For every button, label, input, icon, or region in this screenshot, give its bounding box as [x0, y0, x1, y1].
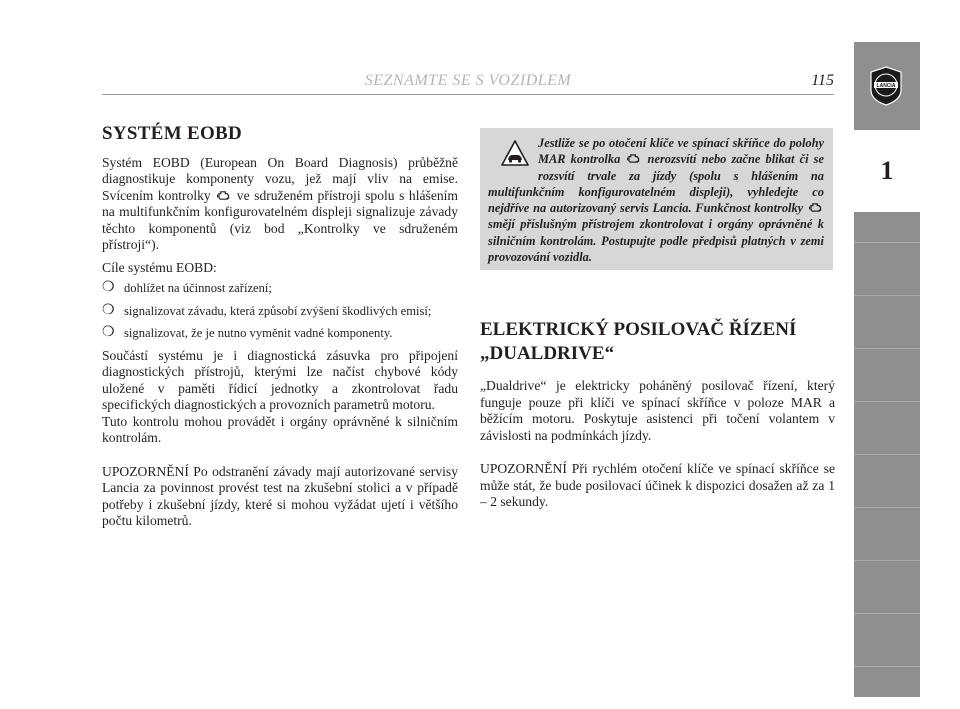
bullet-mark: ❍: [102, 280, 115, 295]
dualdrive-heading-line-1: ELEKTRICKÝ POSILOVAČ ŘÍZENÍ: [480, 319, 797, 340]
eobd-notice: UPOZORNĚNÍ Po odstranění závady mají autorizované servisy Lancia za povinnost provést test na zkušební stolici a v případě potřeby i zkušební jízdy, které si mohou vyžádat ujetí i většího počtu kilometrů.: [102, 463, 458, 528]
eobd-paragraph-1: [102, 155, 458, 254]
engine-check-icon: [217, 190, 230, 201]
tab-divider: [854, 560, 920, 561]
dualdrive-heading-line-2: „DUALDRIVE“: [480, 343, 615, 364]
eobd-heading: SYSTÉM EOBD: [102, 123, 243, 144]
warning-box: [480, 128, 833, 270]
warning-icon-float: [488, 135, 538, 175]
tab-divider: [854, 666, 920, 667]
list-item: [102, 280, 458, 297]
warning-text-2: nerozsvítí nebo začne blikat či se rozsvítí trvale za jízdy (spolu s hlášením na multifunkčním konfigurovatelném displeji), vyhledejte co nejdříve na autorizovaný servis Lancia. Funkčnost kontrolky: [488, 152, 824, 216]
tab-divider: [854, 507, 920, 508]
dualdrive-heading: [480, 318, 835, 366]
bullet-mark: ❍: [102, 325, 115, 340]
engine-check-icon: [627, 153, 640, 164]
left-column: [102, 123, 458, 530]
logo-cell: [854, 42, 920, 127]
warning-text-3: smějí příslušným přístrojem zkontrolovat i orgány oprávněné k silničním kontrolám. Postupujte podle předpisů platných v zemi provozování vozidla.: [488, 217, 824, 265]
lancia-logo-icon: [868, 66, 904, 106]
bullet-mark: ❍: [102, 302, 115, 318]
tab-divider: [854, 295, 920, 296]
list-item-text: signalizovat, že je nutno vyměnit vadné komponenty.: [124, 326, 393, 340]
list-item: [102, 325, 458, 342]
logo-text: LANCIA: [876, 83, 896, 89]
warning-triangle-icon: [500, 139, 530, 167]
dualdrive-paragraph-1: „Dualdrive“ je elektricky poháněný posilovač řízení, který funguje pouze při klíči ve spínací skříňce v poloze MAR a běžícím motoru. Poskytuje asistenci při točení volantem v závislosti na podmínkách jízdy.: [480, 378, 835, 443]
warning-text: [488, 135, 824, 265]
eobd-paragraph-3: Součástí systému je i diagnostická zásuvka pro připojení diagnostických přístrojů, kterými lze načíst chybové kódy uložené v paměti řídicí jednotky a zkontrolovat řadu specifických diagnostických a provozních parametrů motoru.: [102, 347, 458, 412]
page-number: 115: [811, 72, 834, 89]
chapter-number: 1: [854, 130, 920, 212]
engine-check-icon: [809, 202, 822, 213]
dualdrive-notice: UPOZORNĚNÍ Při rychlém otočení klíče ve spínací skříňce se může stát, že bude posilovací účinek k dispozici dosažen až za 1 – 2 sekundy.: [480, 461, 835, 509]
eobd-paragraph-4: Tuto kontrolu mohou provádět i orgány oprávněné k silničním kontrolám.: [102, 413, 458, 445]
tab-divider: [854, 401, 920, 402]
chapter-tab-strip: [854, 42, 920, 697]
tab-divider: [854, 242, 920, 243]
list-item-text: signalizovat závadu, která způsobí zvýšení škodlivých emisí;: [124, 303, 432, 318]
section-title: SEZNAMTE SE S VOZIDLEM: [364, 72, 572, 89]
tab-divider: [854, 348, 920, 349]
right-column: [480, 318, 835, 511]
warning-text-1: Jestliže se po otočení klíče ve spínací skříňce do polohy MAR kontrolka: [538, 136, 824, 167]
eobd-goals-intro: Cíle systému EOBD:: [102, 259, 217, 275]
list-item-text: dohlížet na účinnost zařízení;: [124, 281, 272, 295]
tab-divider: [854, 613, 920, 614]
tab-divider: [854, 454, 920, 455]
eobd-p1-part-b: ve sdruženém přístroji spolu s hlášením na multifunkčním konfigurovatelném displeji signalizuje závady těchto komponentů (viz bod „Kontrolky ve sdruženém přístroji“).: [102, 187, 458, 252]
list-item: [102, 303, 458, 320]
eobd-p1-part-a: Systém EOBD (European On Board Diagnosis) průběžně diagnostikuje komponenty vozu, jež mají vliv na emise. Svícením kontrolky: [102, 154, 458, 203]
header-rule: [102, 94, 834, 95]
